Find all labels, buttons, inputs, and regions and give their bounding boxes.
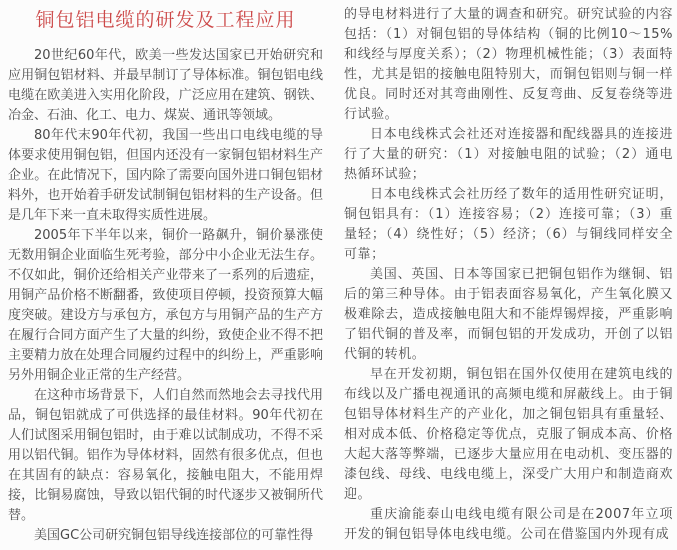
paragraph: 20世纪60年代，欧美一些发达国家已开始研究和应用铜包铝材料、并最早制订了导体标准。铜包铝电线电缆在欧美进入实用化阶段，广泛应用在建筑、钢铁、冶金、石油、化工、电力、煤炭、通讯等领域。	[8, 48, 323, 123]
paragraph: 在这种市场背景下，人们自然而然地会去寻找代用品，铜包铝就成了可供选择的最佳材料。90年代初在人们试图采用铜包铝时，由于难以试制成功，不得不采用以铝代铜。铝作为导体材料，固然有很多优点，但也在其固有的缺点：容易氧化，接触电阻大，不能用焊接，比铜易腐蚀，导致以铝代铜的时代逐步又被铜所代替。	[8, 388, 323, 523]
paragraph: 重庆渝能泰山电线电缆有限公司是在2007年立项开发的铜包铝导体电线电缆。公司在借鉴国内外现有成	[344, 507, 673, 542]
paragraph: 日本电线株式会社历经了数年的适用性研究证明，铜包铝具有：（1）连接容易；（2）连接可靠；（3）重量轻；（4）绕性好；（5）经济；（6）与铜线同样安全可靠；	[344, 187, 673, 262]
paragraph: 美国、英国、日本等国家已把铜包铝作为继铜、铝后的第三种导体。由于铝表面容易氧化，产生氧化膜又极难除去，造成接触电阻大和不能焊锡焊接，严重影响了铝代铜的普及率，而铜包铝的开发成功，开创了以铝代铜的转机。	[344, 267, 673, 362]
paragraph: 早在开发初期，铜包铝在国外仅使用在建筑电线的布线以及广播电视通讯的高频电缆和屏蔽线上。由于铜包铝导体材料生产的产业化，加之铜包铝具有重量轻、相对成本低、价格稳定等优点，克服了铜成本高、价格大起大落等弊端，已逐步大量应用在电动机、变压器的漆包线、母线、电线电缆上，深受广大用户和制造商欢迎。	[344, 367, 673, 502]
article-title: 铜包铝电缆的研发及工程应用	[35, 9, 296, 31]
paragraph-continuation: 的导电材料进行了大量的调查和研究。研究试验的内容包括：（1）对铜包铝的导体结构（铜的比例10～15%和线经与厚度关系）；（2）物理机械性能；（3）表面特性，尤其是铝的接触电阻特别大，而铜包铝则与铜一样优良。同时还对其弯曲刚性、反复弯曲、反复卷绕等进行试验。	[344, 7, 673, 122]
left-column	[8, 0, 323, 550]
paragraph: 2005年下半年以来，铜价一路飙升，铜价暴涨使无数用铜企业面临生死考验，部分中小企业无法生存。不仅如此，铜价还给相关产业带来了一系列的后遗症，用铜产品价格不断翻番，致使项目停顿，投资预算大幅度突破。建设方与承包方，承包方与用铜产品的生产方在履行合同方面产生了大量的纠纷，致使企业不得不把主要精力放在处理合同履约过程中的纠纷上，严重影响另外用铜企业正常的生产经营。	[8, 228, 323, 383]
paragraph: 美国GC公司研究铜包铝导线连接部位的可靠性得	[34, 528, 314, 543]
paragraph: 80年代末90年代初，我国一些出口电线电缆的导体要求使用铜包铝，但国内还没有一家铜包铝材料生产企业。在此情况下，国内除了需要向国外进口铜包铝材料外，也开始着手研发试制铜包铝材料的生产设备。但是几年下来一直未取得实质性进展。	[8, 128, 323, 223]
right-column	[344, 0, 673, 550]
paragraph: 日本电线株式会社还对连接器和配线器具的连接进行了大量的研究：（1）对接触电阻的试验；（2）通电热循环试验；	[344, 127, 673, 182]
